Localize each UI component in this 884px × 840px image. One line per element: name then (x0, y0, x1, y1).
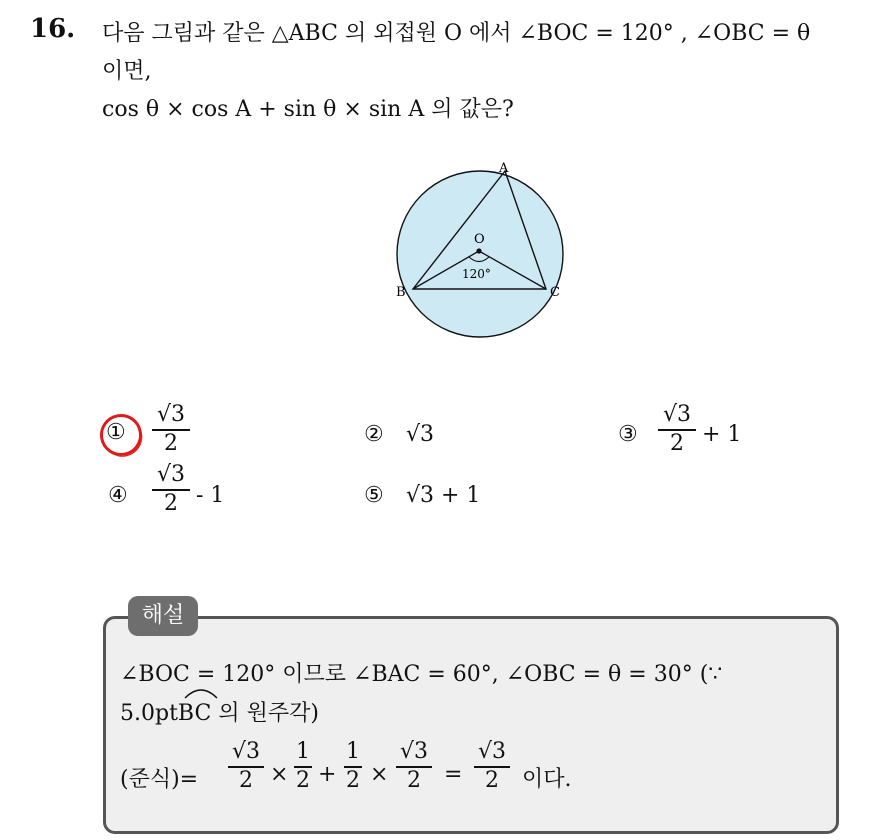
choice-2-marker: ② (364, 422, 384, 447)
term-4-denominator: 2 (407, 768, 421, 793)
choice-4-tail: - 1 (196, 483, 225, 508)
term-5-fraction (474, 739, 510, 793)
choice-1-fraction (152, 402, 190, 456)
question-number: 16. (30, 14, 76, 44)
term-2-fraction (294, 739, 312, 793)
op-equals: = (444, 762, 463, 787)
term-1-denominator: 2 (239, 768, 253, 793)
choice-5-marker: ⑤ (364, 483, 384, 508)
label-o: O (474, 232, 485, 247)
solution-line-2-prefix: 5.0pt (120, 701, 178, 726)
op-plus: + (318, 762, 337, 787)
center-point-o (476, 248, 481, 253)
term-4-numerator: √3 (399, 739, 428, 764)
solution-line-1: ∠BOC = 120° 이므로 ∠BAC = 60°, ∠OBC = θ = 30° (∵ (120, 662, 723, 687)
question-text-line-1: 다음 그림과 같은 △ABC 의 외접원 O 에서 ∠BOC = 120° , ∠OBC = θ (102, 21, 811, 46)
term-1-numerator: √3 (231, 739, 260, 764)
label-c: C (550, 285, 560, 300)
choice-1-denominator: 2 (164, 431, 178, 456)
choice-4-marker: ④ (108, 483, 128, 508)
choice-4-denominator: 2 (164, 491, 178, 516)
question-text-line-3: cos θ × cos A + sin θ × sin A 의 값은? (102, 97, 514, 122)
choice-3-fraction (658, 402, 696, 456)
choice-4-fraction (152, 462, 190, 516)
choice-1-marker: ① (106, 420, 126, 445)
arc-symbol (184, 685, 218, 699)
op-times-1: × (270, 762, 289, 787)
solution-line-2-suffix: 의 원주각) (211, 701, 319, 726)
term-2-denominator: 2 (296, 768, 310, 793)
label-b: B (396, 285, 406, 300)
term-1-fraction (228, 739, 264, 793)
choice-1-numerator: √3 (156, 402, 185, 427)
term-5-denominator: 2 (485, 768, 499, 793)
term-4-fraction (396, 739, 432, 793)
arc-label-bc: BC (177, 701, 212, 726)
term-5-numerator: √3 (477, 739, 506, 764)
circumcircle (397, 171, 563, 337)
solution-tag: 해설 (128, 596, 198, 636)
circumcircle-figure (380, 150, 580, 340)
solution-line-2 (120, 696, 319, 727)
choice-2-expression: √3 (406, 422, 435, 447)
question-text-line-2: 이면, (102, 59, 152, 84)
solution-line-3-prefix: (준식)= (120, 767, 199, 792)
choice-3-tail: + 1 (702, 422, 742, 447)
term-2-numerator: 1 (296, 739, 310, 764)
choice-3-marker: ③ (618, 422, 638, 447)
term-3-denominator: 2 (346, 768, 360, 793)
choice-3-numerator: √3 (662, 402, 691, 427)
label-a: A (499, 161, 509, 176)
term-3-fraction (344, 739, 362, 793)
label-angle-120: 120° (462, 267, 491, 281)
op-times-2: × (370, 762, 389, 787)
choice-4-numerator: √3 (156, 462, 185, 487)
term-3-numerator: 1 (346, 739, 360, 764)
choice-3-denominator: 2 (670, 431, 684, 456)
solution-line-3-suffix: 이다. (522, 767, 572, 792)
choice-5-expression: √3 + 1 (406, 483, 481, 508)
